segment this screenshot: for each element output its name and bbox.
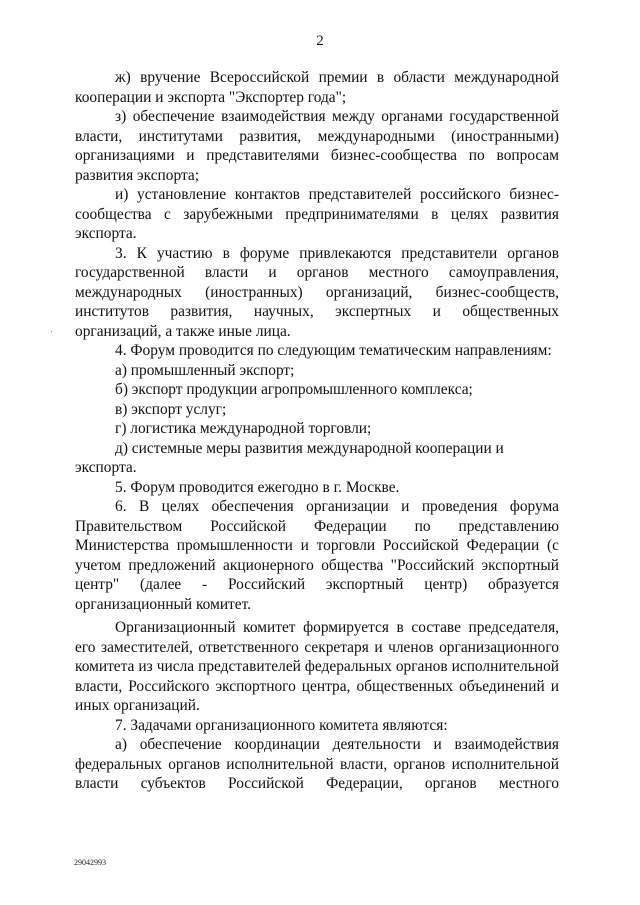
document-body xyxy=(75,68,559,794)
paragraph-6: 6. В целях обеспечения организации и проведения форума Правительством Российской Федерации по представлению Министерства промышленности и торговли Российской Федерации (с учетом предложений акционерного общества "Российский экспортный центр" (далее - Российский экспортный центр) образуется организационный комитет. xyxy=(75,498,559,613)
paragraph-i: и) установление контактов представителей российского бизнес-сообщества с зарубежными предпринимателями в целях развития экспорта. xyxy=(75,186,559,242)
paragraph-org-committee: Организационный комитет формируется в составе председателя, его заместителей, ответственного секретаря и членов организационного комитета из числа представителей федеральных органов исполнительной власти, Российского экспортного центра, общественных объединений и иных организаций. xyxy=(75,619,559,714)
list-item-a: а) промышленный экспорт; xyxy=(115,361,295,379)
list-item-v: в) экспорт услуг; xyxy=(115,400,227,418)
paragraph-3: 3. К участию в форуме привлекаются представители органов государственной власти и органов местного самоуправления, международных (иностранных) организаций, бизнес-сообществ, институтов развития, научных, экспертных и общественных организаций, а также иные лица. xyxy=(75,244,559,340)
paragraph-4: 4. Форум проводится по следующим тематическим направлениям: xyxy=(115,342,552,359)
page-number: 2 xyxy=(316,33,324,49)
margin-mark xyxy=(51,331,52,332)
paragraph-5: 5. Форум проводится ежегодно в г. Москве. xyxy=(115,478,400,496)
list-item-b: б) экспорт продукции агропромышленного комплекса; xyxy=(115,381,473,398)
paragraph-7: 7. Задачами организационного комитета являются: xyxy=(115,716,448,734)
paragraph-z: з) обеспечение взаимодействия между органами государственной власти, институтами развития, международными (иностранными) организациями и представителями бизнес-сообщества по вопросам развития экспорта; xyxy=(75,108,559,184)
paragraph-7a: а) обеспечение координации деятельности и взаимодействия федеральных органов исполнительной власти, органов исполнительной власти субъектов Российской Федерации, органов местного xyxy=(75,736,559,792)
list-item-d: д) системные меры развития международной кооперации и экспорта. xyxy=(75,439,504,476)
paragraph-zh: ж) вручение Всероссийской премии в области международной кооперации и экспорта "Экспортер года"; xyxy=(75,69,559,106)
list-item-g: г) логистика международной торговли; xyxy=(115,420,372,437)
document-code: 29042993 xyxy=(74,858,106,867)
